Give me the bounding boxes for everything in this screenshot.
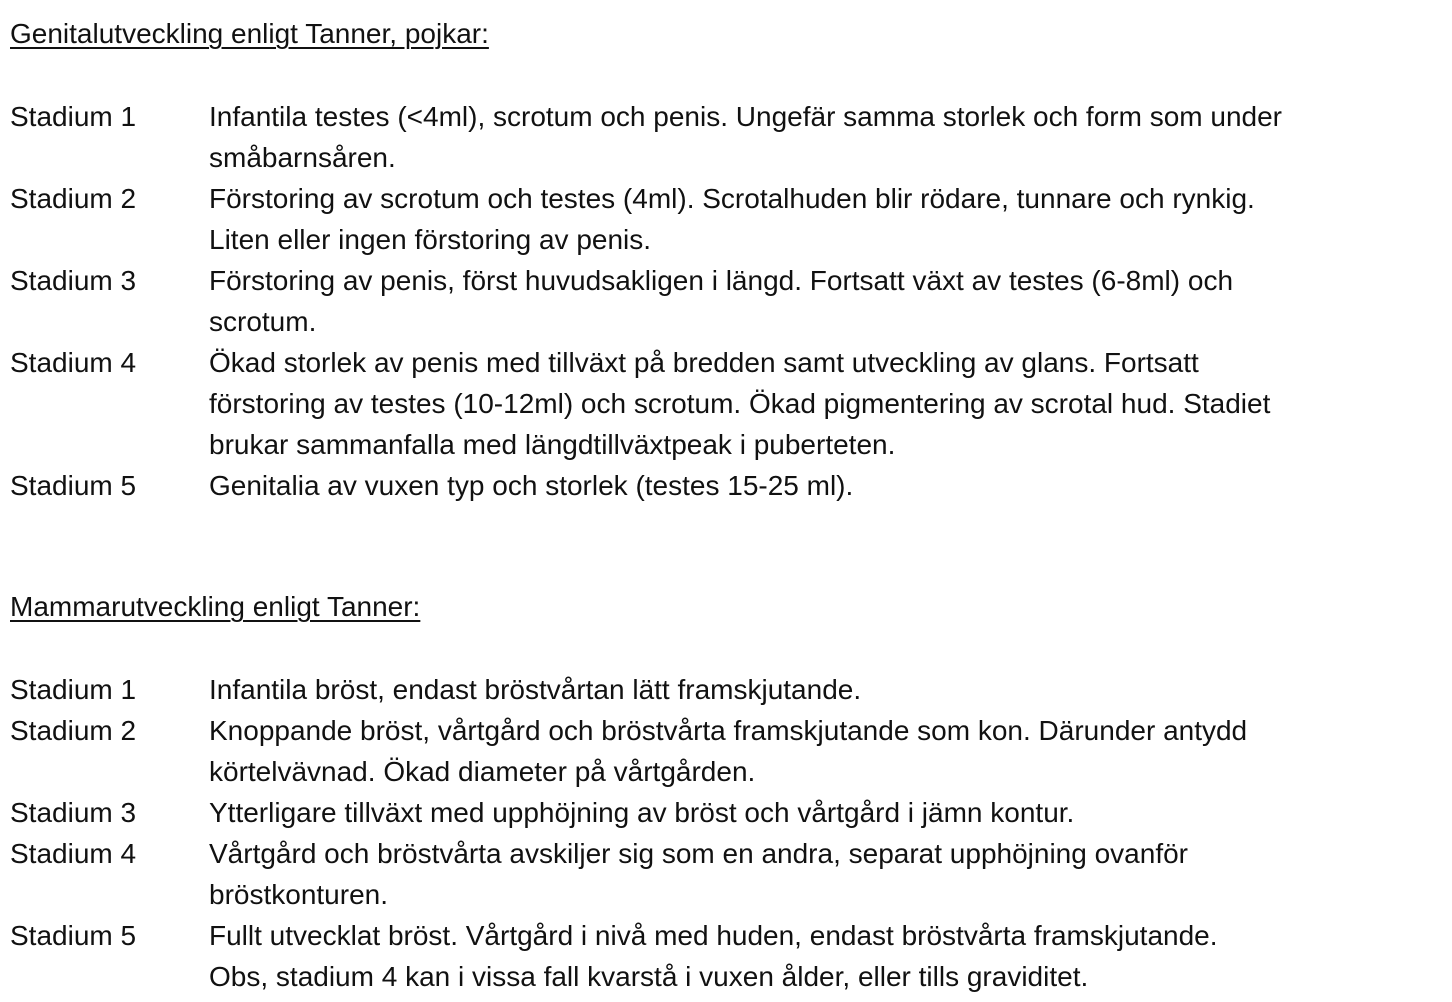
mammar-stage-4	[10, 833, 1440, 915]
stage-label: Stadium 4	[10, 347, 137, 378]
mammar-stage-3	[10, 792, 1440, 833]
description-line: småbarnsåren.	[209, 142, 396, 173]
description-line: Förstoring av penis, först huvudsakligen i längd. Fortsatt växt av testes (6-8ml) och	[209, 265, 1234, 296]
stage-label: Stadium 5	[10, 920, 137, 951]
stage-description	[209, 260, 1440, 342]
stage-description	[209, 465, 1440, 506]
document	[10, 14, 1440, 997]
mammar-stage-1	[10, 669, 1440, 710]
description-line: Liten eller ingen förstoring av penis.	[209, 224, 652, 255]
stage-description	[209, 178, 1440, 260]
genital-heading: Genitalutveckling enligt Tanner, pojkar:	[10, 18, 489, 49]
mammar-stage-5	[10, 915, 1440, 997]
mammar-section	[10, 587, 1440, 997]
stage-label: Stadium 3	[10, 797, 137, 828]
stage-label: Stadium 3	[10, 265, 137, 296]
stage-label: Stadium 2	[10, 715, 137, 746]
stage-description	[209, 792, 1440, 833]
stage-label: Stadium 4	[10, 838, 137, 869]
description-line: Ytterligare tillväxt med upphöjning av bröst och vårtgård i jämn kontur.	[209, 797, 1075, 828]
stage-label: Stadium 2	[10, 183, 137, 214]
description-line: Vårtgård och bröstvårta avskiljer sig som en andra, separat upphöjning ovanför	[209, 838, 1188, 869]
description-line: Ökad storlek av penis med tillväxt på bredden samt utveckling av glans. Fortsatt	[209, 347, 1199, 378]
stage-description	[209, 96, 1440, 178]
description-line: körtelvävnad. Ökad diameter på vårtgården.	[209, 756, 756, 787]
genital-section	[10, 14, 1440, 506]
description-line: Förstoring av scrotum och testes (4ml). Scrotalhuden blir rödare, tunnare och rynkig.	[209, 183, 1255, 214]
genital-stage-3	[10, 260, 1440, 342]
stage-description	[209, 710, 1440, 792]
stage-description	[209, 342, 1440, 465]
stage-description	[209, 669, 1440, 710]
spacer	[10, 54, 1440, 96]
description-line: Fullt utvecklat bröst. Vårtgård i nivå med huden, endast bröstvårta framskjutande.	[209, 920, 1218, 951]
spacer	[10, 627, 1440, 669]
description-line: Knoppande bröst, vårtgård och bröstvårta framskjutande som kon. Därunder antydd	[209, 715, 1248, 746]
section-spacer	[10, 506, 1440, 587]
description-line: bröstkonturen.	[209, 879, 388, 910]
description-line: Genitalia av vuxen typ och storlek (testes 15-25 ml).	[209, 470, 854, 501]
mammar-heading: Mammarutveckling enligt Tanner:	[10, 591, 421, 622]
description-line: Infantila bröst, endast bröstvårtan lätt framskjutande.	[209, 674, 862, 705]
stage-label: Stadium 1	[10, 674, 137, 705]
description-line: Infantila testes (<4ml), scrotum och penis. Ungefär samma storlek och form som under	[209, 101, 1282, 132]
description-line: brukar sammanfalla med längdtillväxtpeak i puberteten.	[209, 429, 896, 460]
description-line: Obs, stadium 4 kan i vissa fall kvarstå i vuxen ålder, eller tills graviditet.	[209, 961, 1089, 992]
description-line: förstoring av testes (10-12ml) och scrotum. Ökad pigmentering av scrotal hud. Stadiet	[209, 388, 1271, 419]
stage-label: Stadium 5	[10, 470, 137, 501]
mammar-stage-2	[10, 710, 1440, 792]
genital-stage-1	[10, 96, 1440, 178]
genital-stage-5	[10, 465, 1440, 506]
genital-stage-4	[10, 342, 1440, 465]
genital-stage-2	[10, 178, 1440, 260]
description-line: scrotum.	[209, 306, 317, 337]
stage-description	[209, 833, 1440, 915]
stage-label: Stadium 1	[10, 101, 137, 132]
stage-description	[209, 915, 1440, 997]
